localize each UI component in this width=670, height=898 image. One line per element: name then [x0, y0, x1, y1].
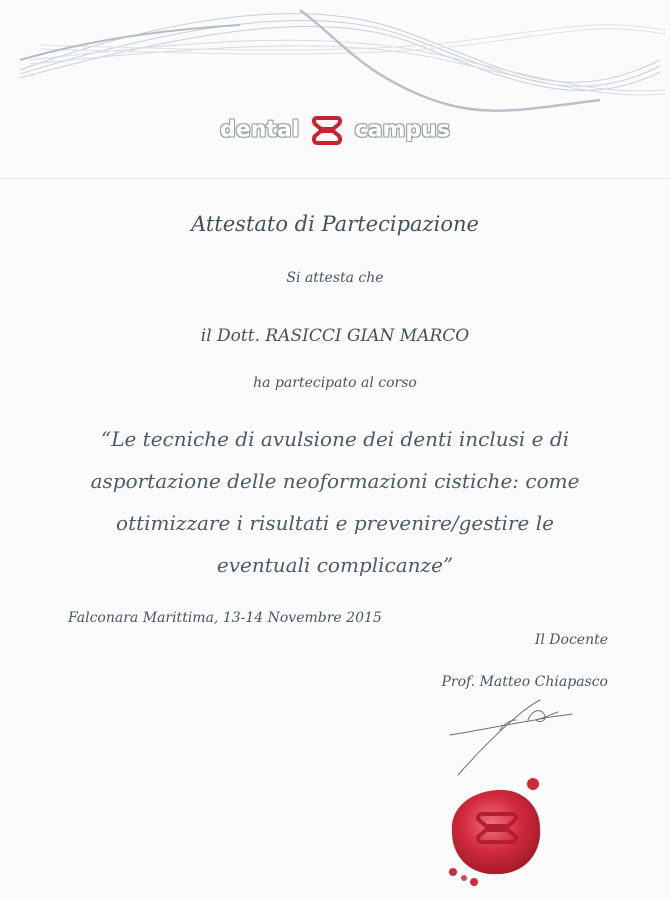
certificate-title: Attestato di Partecipazione	[191, 212, 479, 236]
attesta-line: Si attesta che	[286, 270, 384, 286]
dentalcampus-logo	[0, 112, 670, 148]
header-divider	[0, 178, 670, 179]
place-date: Falconara Marittima, 13-14 Novembre 2015	[68, 610, 382, 626]
recipient-name: il Dott. RASICCI GIAN MARCO	[200, 326, 470, 346]
course-title-line: asportazione delle neoformazioni cistiche: come	[90, 469, 580, 493]
wax-seal-icon	[440, 770, 555, 890]
decorative-swoosh	[0, 0, 670, 130]
course-title-line: eventuali complicanze”	[216, 553, 454, 577]
teacher-role: Il Docente	[534, 632, 608, 648]
course-title-line: “Le tecniche di avulsione dei denti inclusi e di	[100, 427, 570, 451]
teacher-name: Prof. Matteo Chiapasco	[441, 674, 608, 690]
participated-line: ha partecipato al corso	[253, 375, 417, 391]
logo-text-campus: campus	[354, 117, 450, 143]
course-title-line: ottimizzare i risultati e prevenire/gestire le	[116, 511, 554, 535]
logo-text-dental: dental	[220, 117, 300, 143]
course-title	[60, 418, 610, 586]
logo-mark-icon	[309, 112, 345, 148]
